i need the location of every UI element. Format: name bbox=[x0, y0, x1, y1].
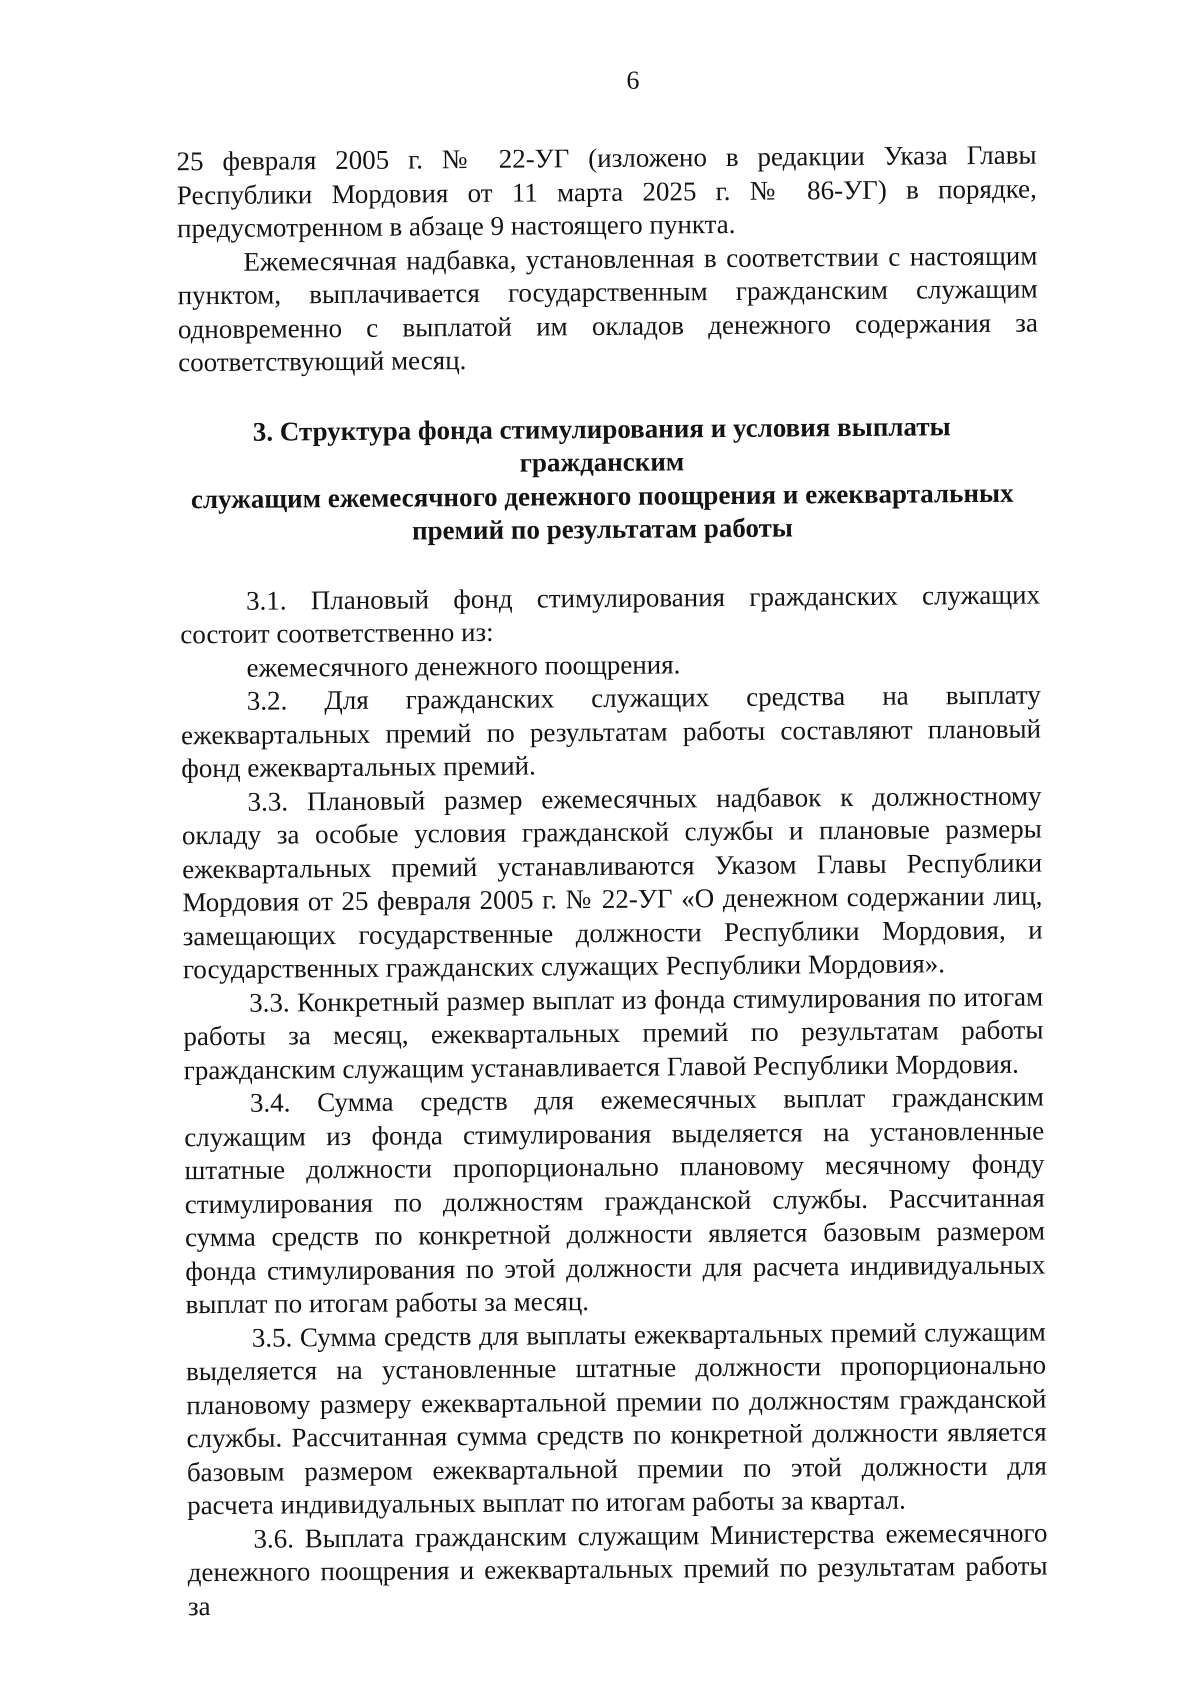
paragraph-3-3-planned: 3.3. Плановый размер ежемесячных надбавок к должностному окладу за особые условия гражданской службы и плановые размеры ежеквартальных премий устанавливаются Указом Главы Республики Мордовия от 25 февраля 2005 г. № 22-УГ «О денежном содержании лиц, замещающих государственные должности Республики Мордовия, и государственных гражданских служащих Республики Мордовия». bbox=[181, 780, 1043, 985]
paragraph-3-2: 3.2. Для гражданских служащих средства на выплату ежеквартальных премий по результатам работы составляют плановый фонд ежеквартальных премий. bbox=[180, 679, 1042, 784]
section-heading bbox=[179, 409, 1040, 550]
paragraph-3-6: 3.6. Выплата гражданским служащим Министерства ежемесячного денежного поощрения и ежеквартальных премий по результатам работы за bbox=[187, 1517, 1048, 1621]
document-body bbox=[176, 139, 1048, 1624]
paragraph-3-1: 3.1. Плановый фонд стимулирования гражданских служащих состоит соответственно из: bbox=[180, 579, 1041, 650]
paragraph-monthly-allowance: Ежемесячная надбавка, установленная в соответствии с настоящим пунктом, выплачивается государственным гражданским служащим одновременно с выплатой им окладов денежного содержания за соответствующий месяц. bbox=[177, 240, 1038, 378]
paragraph-continuation: 25 февраля 2005 г. № 22-УГ (изложено в редакции Указа Главы Республики Мордовия от 11 марта 2025 г. № 86-УГ) в порядке, предусмотренном в абзаце 9 настоящего пункта. bbox=[176, 139, 1037, 244]
section-heading-line: премий по результатам работы bbox=[411, 512, 794, 546]
paragraph-3-4: 3.4. Сумма средств для ежемесячных выплат гражданским служащим из фонда стимулирования выделяется на установленные штатные должности пропорционально плановому месячному фонду стимулирования по должностям гражданской службы. Рассчитанная сумма средств по конкретной должности является базовым размером фонда стимулирования по этой должности для расчета индивидуальных выплат по итогам работы за месяц. bbox=[184, 1081, 1046, 1320]
paragraph-3-5: 3.5. Сумма средств для выплаты ежеквартальных премий служащим выделяется на установленные штатные должности пропорционально плановому размеру ежеквартальной премии по должностям гражданской службы. Рассчитанная сумма средств по конкретной должности является базовым размером ежеквартальной премии по этой должности для расчета индивидуальных выплат по итогам работы за квартал. bbox=[185, 1316, 1047, 1521]
paragraph-3-1-item: ежемесячного денежного поощрения. bbox=[246, 648, 681, 683]
paragraph-3-3-specific: 3.3. Конкретный размер выплат из фонда стимулирования по итогам работы за месяц, ежеквартальных премий по результатам работы гражданским служащим устанавливается Главой Республики Мордовия. bbox=[183, 981, 1044, 1085]
section-heading-line: служащим ежемесячного денежного поощрения и ежеквартальных bbox=[190, 477, 1014, 514]
page-number: 6 bbox=[626, 65, 640, 95]
section-heading-line: 3. Структура фонда стимулирования и условия выплаты гражданским bbox=[252, 410, 951, 478]
